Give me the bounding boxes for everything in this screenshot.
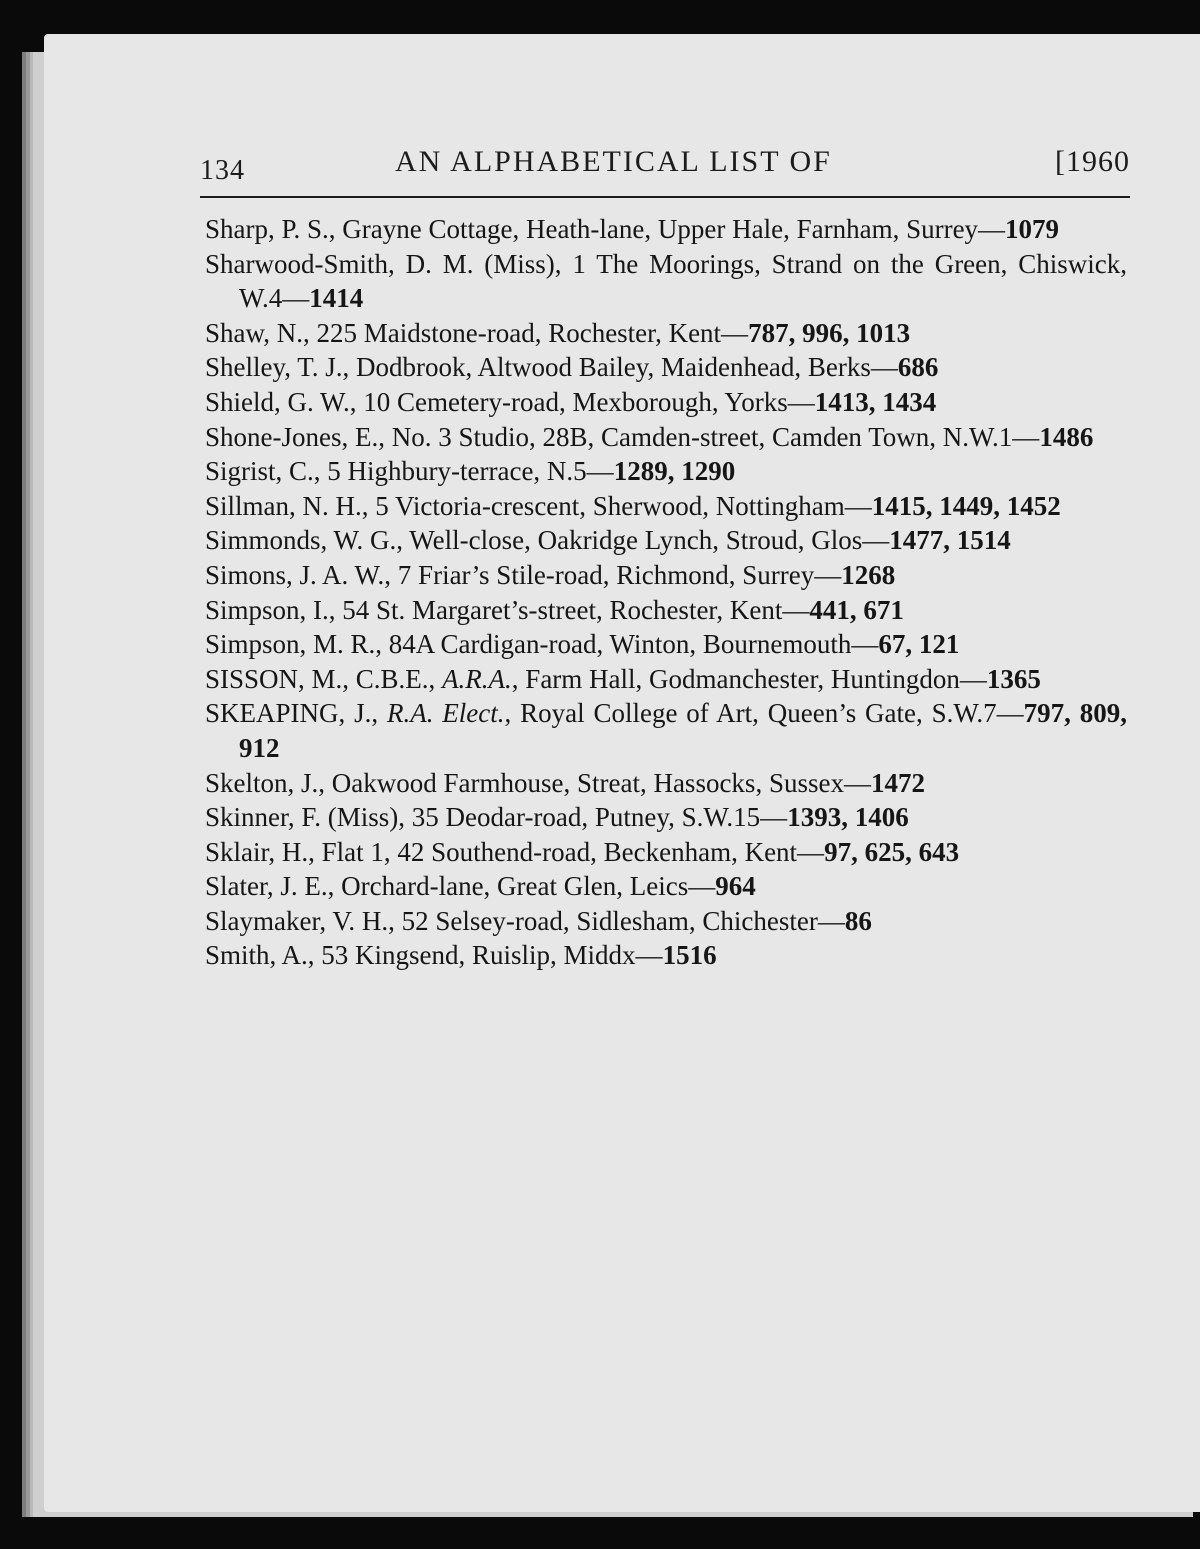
list-item: Shaw, N., 225 Maidstone-road, Rochester, Kent—787, 996, 1013 (205, 317, 911, 348)
entry-refs: 1477, 1514 (889, 525, 1011, 556)
entry-refs: 1365 (986, 663, 1041, 694)
entry-refs: 97, 625, 643 (824, 836, 960, 867)
list-item: Sklair, H., Flat 1, 42 Southend-road, Beckenham, Kent—97, 625, 643 (205, 836, 960, 867)
list-item: Skinner, F. (Miss), 35 Deodar-road, Putney, S.W.15—1393, 1406 (205, 802, 909, 833)
entry-refs: 1079 (1005, 214, 1060, 244)
list-item: Simpson, I., 54 St. Margaret’s-street, Rochester, Kent—441, 671 (205, 594, 904, 625)
entry-refs: 1516 (662, 940, 717, 971)
list-item: Shone-Jones, E., No. 3 Studio, 28B, Camden-street, Camden Town, N.W.1—1486 (205, 421, 1094, 452)
entry-refs: 797, 809, 912 (239, 698, 1127, 763)
entry-refs: 686 (897, 352, 939, 383)
list-item: Sharp, P. S., Grayne Cottage, Heath-lane, Upper Hale, Farnham, Surrey—1079 (205, 214, 1060, 244)
list-item: Simmonds, W. G., Well-close, Oakridge Lynch, Stroud, Glos—1477, 1514 (205, 525, 1011, 556)
entry-refs: 1393, 1406 (787, 802, 909, 833)
list-item: SKEAPING, J., R.A. Elect., Royal College of Art, Queen’s Gate, S.W.7—797, 809, 912 (205, 698, 1127, 763)
list-item: Skelton, J., Oakwood Farmhouse, Streat, Hassocks, Sussex—1472 (205, 767, 925, 798)
page-number: 134 (200, 155, 245, 186)
entry-title: R.A. Elect. (386, 698, 505, 729)
entry-title: A.R.A. (442, 663, 512, 694)
entry-refs: 67, 121 (878, 629, 960, 660)
entry-refs: 441, 671 (809, 594, 904, 625)
list-item: Sillman, N. H., 5 Victoria-crescent, Sherwood, Nottingham—1415, 1449, 1452 (205, 490, 1061, 521)
entry-refs: 1415, 1449, 1452 (871, 490, 1061, 521)
entry-refs: 86 (844, 905, 872, 936)
list-item: Slater, J. E., Orchard-lane, Great Glen, Leics—964 (205, 871, 756, 902)
list-item: Simpson, M. R., 84A Cardigan-road, Winton, Bournemouth—67, 121 (205, 629, 960, 660)
entry-list (205, 212, 1127, 973)
header-year: [1960 (1055, 145, 1130, 178)
list-item: Shelley, T. J., Dodbrook, Altwood Bailey, Maidenhead, Berks—686 (205, 352, 939, 383)
list-item: Sharwood-Smith, D. M. (Miss), 1 The Moorings, Strand on the Green, Chiswick, W.4—1414 (205, 248, 1127, 314)
entry-refs: 1486 (1039, 421, 1094, 452)
list-item: Sigrist, C., 5 Highbury-terrace, N.5—1289, 1290 (205, 456, 736, 487)
entry-refs: 787, 996, 1013 (748, 317, 911, 348)
entry-refs: 964 (715, 871, 756, 902)
entry-refs: 1268 (841, 559, 896, 590)
entry-refs: 1413, 1434 (814, 386, 937, 417)
list-item: Smith, A., 53 Kingsend, Ruislip, Middx—1516 (205, 940, 717, 971)
list-item: Simons, J. A. W., 7 Friar’s Stile-road, Richmond, Surrey—1268 (205, 559, 896, 590)
page-title: AN ALPHABETICAL LIST OF (395, 145, 832, 178)
entry-refs: 1289, 1290 (613, 456, 736, 487)
list-item: Slaymaker, V. H., 52 Selsey-road, Sidlesham, Chichester—86 (205, 905, 872, 936)
list-item: SISSON, M., C.B.E., A.R.A., Farm Hall, Godmanchester, Huntingdon—1365 (205, 663, 1041, 694)
entry-refs: 1414 (309, 283, 364, 314)
running-header (200, 143, 1130, 191)
header-rule (200, 196, 1130, 198)
list-item: Shield, G. W., 10 Cemetery-road, Mexborough, Yorks—1413, 1434 (205, 386, 937, 417)
entry-refs: 1472 (870, 767, 925, 798)
